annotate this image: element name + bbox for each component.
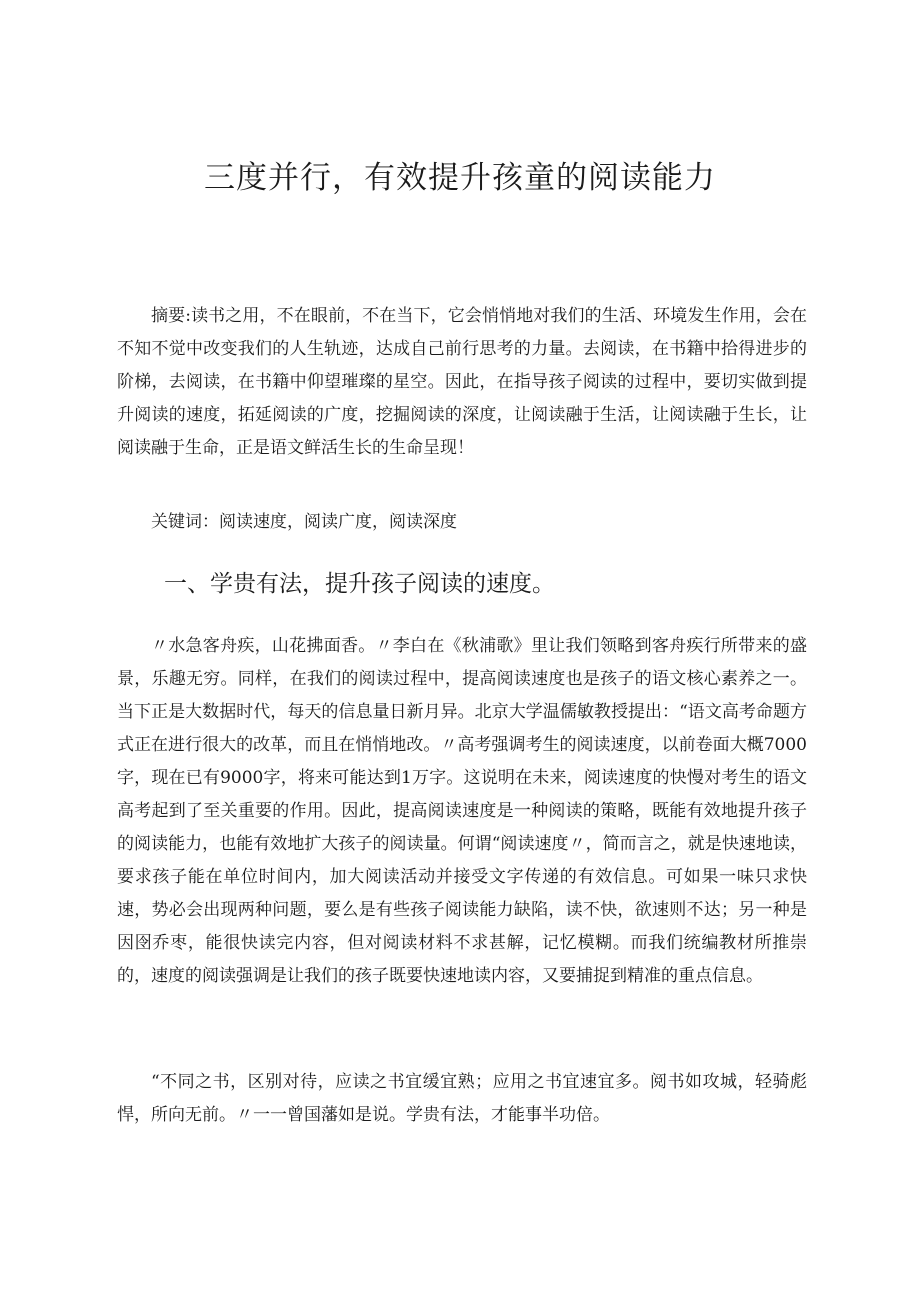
body-paragraph: 〃水急客舟疾，山花拂面香。〃李白在《秋浦歌》里让我们领略到客舟疾行所带来的盛景，乐趣无穷。同样，在我们的阅读过程中，提高阅读速度也是孩子的语文核心素养之一。当下正是大数据时代，每天的信息量日新月异。北京大学温儒敏教授提出：“语文高考命题方式正在进行很大的改革，而且在悄悄地改。〃高考强调考生的阅读速度，以前卷面大概7000字，现在已有9000字，将来可能达到1万字。这说明在未来，阅读速度的快慢对考生的语文高考起到了至关重要的作用。因此，提高阅读速度是一种阅读的策略，既能有效地提升孩子的阅读能力，也能有效地扩大孩子的阅读量。何谓“阅读速度〃，简而言之，就是快速地读，要求孩子能在单位时间内，加大阅读活动并接受文字传递的有效信息。可如果一味只求快速，势必会出现两种问题，要么是有些孩子阅读能力缺陷，读不快，欲速则不达；另一种是因囹乔枣，能很快读完内容，但对阅读材料不求甚解，记忆模糊。而我们统编教材所推崇的，速度的阅读强调是让我们的孩子既要快速地读内容，又要捕捉到精准的重点信息。: [117, 636, 807, 986]
keywords-line: 关键词：阅读速度，阅读广度，阅读深度: [151, 512, 457, 532]
body-paragraph: “不同之书，区别对待，应读之书宜缓宜熟；应用之书宜速宜多。阅书如攻城，轻骑彪悍，所向无前。〃一一曾国藩如是说。学贵有法，才能事半功倍。: [117, 1072, 807, 1125]
abstract-paragraph: 摘要:读书之用，不在眼前，不在当下，它会悄悄地对我们的生活、环境发生作用，会在不知不觉中改变我们的人生轨迹，达成自己前行思考的力量。去阅读，在书籍中拾得进步的阶梯，去阅读，在书籍中仰望璀璨的星空。因此，在指导孩子阅读的过程中，要切实做到提升阅读的速度，拓延阅读的广度，挖掘阅读的深度，让阅读融于生活，让阅读融于生长，让阅读融于生命，正是语文鲜活生长的生命呈现！: [117, 306, 807, 458]
document-title: 三度并行，有效提升孩童的阅读能力: [204, 160, 716, 196]
section-heading: 一、学贵有法，提升孩子阅读的速度。: [164, 571, 555, 597]
